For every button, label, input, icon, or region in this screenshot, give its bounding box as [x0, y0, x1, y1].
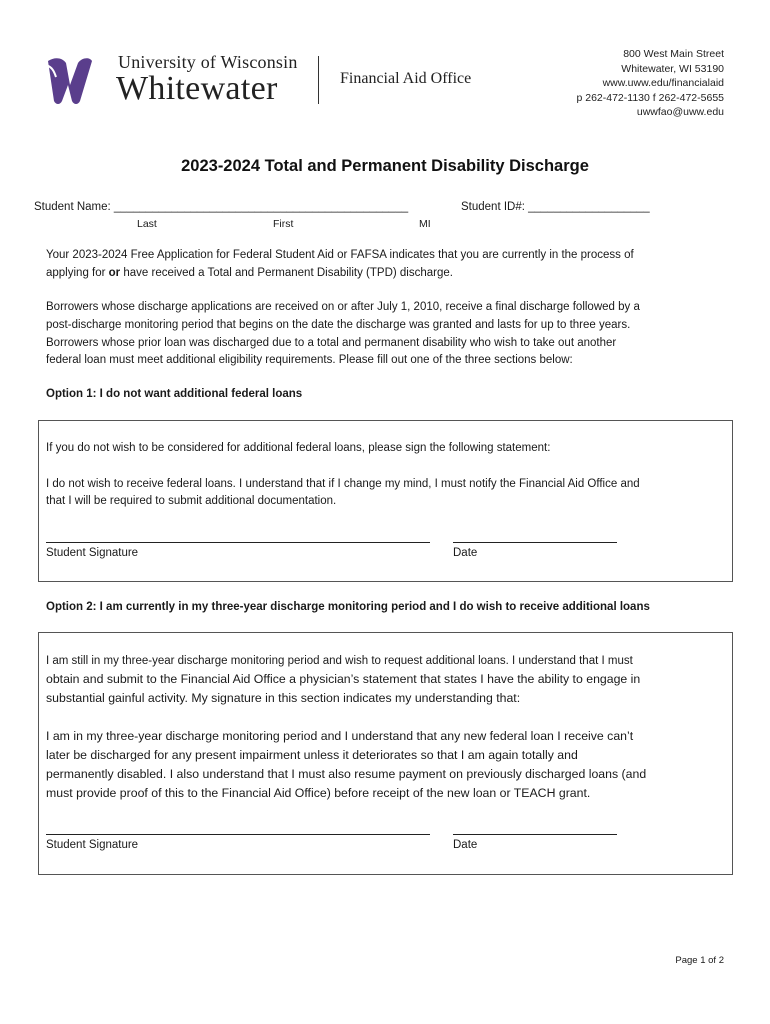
office-name: Financial Aid Office — [340, 70, 472, 87]
option1-line2: I do not wish to receive federal loans. I understand that if I change my mind, I must notify the Financial Aid Office and — [46, 478, 640, 490]
option2-line4: I am in my three-year discharge monitoring period and I understand that any new federal loan I receive can’t — [46, 729, 634, 743]
option1-line1: If you do not wish to be considered for additional federal loans, please sign the following statement: — [46, 442, 551, 454]
intro-p2-line2: post-discharge monitoring period that begins on the date the discharge was granted and lasts for up to three years. — [46, 319, 631, 331]
option1-heading: Option 1: I do not want additional federal loans — [46, 388, 303, 400]
option2-signature-line[interactable] — [46, 834, 430, 835]
university-name-line2: Whitewater — [116, 70, 278, 107]
intro-p2-line1: Borrowers whose discharge applications are received on or after July 1, 2010, receive a final discharge followed by a — [46, 301, 640, 313]
uww-logo-icon — [44, 55, 94, 107]
page-title: 2023-2024 Total and Permanent Disability Discharge — [181, 157, 589, 175]
intro-p2-line3: Borrowers whose prior loan was discharged due to a total and permanent disability who wish to take out another — [46, 337, 617, 349]
phone-fax: p 262-472-1130 f 262-472-5655 — [576, 91, 724, 104]
first-name-caption: First — [273, 218, 294, 230]
header-divider — [318, 56, 319, 104]
email-link[interactable]: uwwfao@uww.edu — [636, 106, 724, 118]
option1-signature-line[interactable] — [46, 542, 430, 543]
address-line1: 800 West Main Street — [623, 48, 724, 60]
intro-p2-line4: federal loan must meet additional eligibility requirements. Please fill out one of the three sections below: — [46, 354, 573, 366]
option2-line6: permanently disabled. I also understand that I must also resume payment on previously discharged loans (and — [46, 767, 647, 781]
intro-p1-line1: Your 2023-2024 Free Application for Federal Student Aid or FAFSA indicates that you are currently in the process of — [46, 249, 634, 261]
address-line2: Whitewater, WI 53190 — [621, 62, 724, 75]
option1-date-line[interactable] — [453, 542, 617, 543]
option2-date-label: Date — [453, 839, 478, 851]
student-id-field[interactable] — [461, 199, 650, 217]
intro-p1-line2: applying for or have received a Total and Permanent Disability (TPD) discharge. — [46, 267, 453, 279]
option2-line2: obtain and submit to the Financial Aid Office a physician’s statement that states I have the ability to engage in — [46, 672, 641, 686]
option2-line1: I am still in my three-year discharge monitoring period and wish to request additional loans. I understand that I must — [46, 655, 633, 667]
option2-line5: later be discharged for any present impairment unless it deteriorates so that I am again totally and — [46, 748, 578, 762]
option2-heading: Option 2: I am currently in my three-year discharge monitoring period and I do wish to receive additional loans — [46, 601, 650, 613]
option1-signature-label: Student Signature — [46, 547, 139, 559]
student-name-blank[interactable]: ______________________________________________ — [113, 201, 409, 213]
option2-signature-label: Student Signature — [46, 839, 139, 851]
contact-block — [576, 47, 724, 120]
last-name-caption: Last — [137, 218, 157, 230]
student-id-label: Student ID#: — [461, 201, 529, 213]
option2-line3: substantial gainful activity. My signature in this section indicates my understanding that: — [46, 691, 521, 705]
option1-line3: that I will be required to submit additional documentation. — [46, 495, 337, 507]
student-name-field[interactable] — [34, 199, 408, 217]
website-link[interactable]: www.uww.edu/financialaid — [602, 77, 724, 89]
option2-line7: must provide proof of this to the Financial Aid Office) before receipt of the new loan or TEACH grant. — [46, 786, 591, 800]
middle-initial-caption: MI — [419, 218, 431, 230]
student-id-blank[interactable]: ___________________ — [528, 201, 650, 213]
student-name-label: Student Name: — [34, 201, 114, 213]
page-number: Page 1 of 2 — [675, 955, 724, 966]
option1-date-label: Date — [453, 547, 478, 559]
option2-date-line[interactable] — [453, 834, 617, 835]
university-name-line1: University of Wisconsin — [118, 52, 298, 72]
